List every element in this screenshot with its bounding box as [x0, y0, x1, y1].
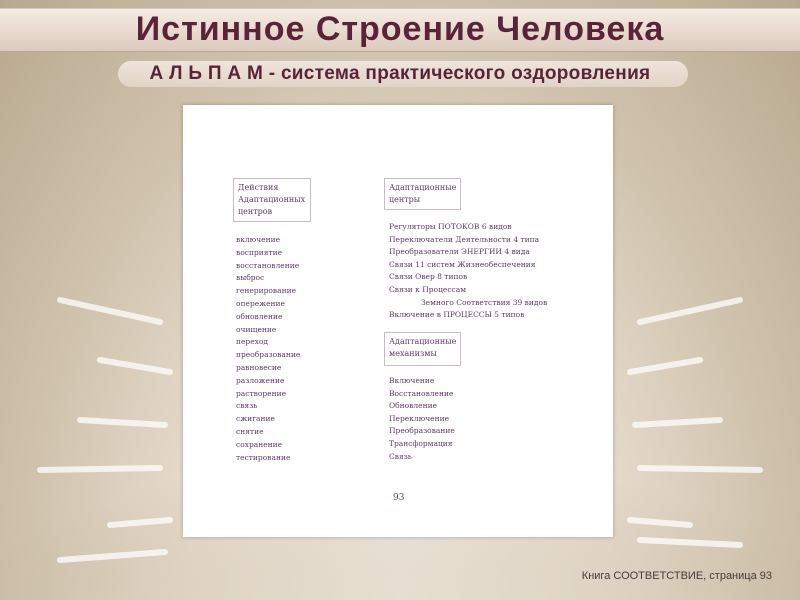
- list-item: включение: [236, 235, 281, 244]
- list-item: опережение: [236, 298, 285, 308]
- mechanisms-header-line: механизмы: [389, 349, 437, 358]
- list-item: Земного Соответствия 39 видов: [421, 297, 548, 307]
- list-item: преобразование: [236, 350, 301, 360]
- list-item: сжигание: [236, 414, 275, 424]
- mechanisms-header-box: [384, 332, 461, 366]
- list-item: генерирование: [236, 286, 297, 296]
- list-item: Преобразование: [389, 426, 455, 436]
- mechanisms-list: [389, 375, 455, 463]
- list-item: Связи к Процессам: [389, 284, 467, 294]
- list-item: растворение: [236, 388, 287, 398]
- list-item: Обновление: [389, 401, 438, 411]
- actions-list: [236, 234, 300, 464]
- slide-title: Истинное Строение Человека: [135, 10, 665, 48]
- list-item: обновление: [236, 311, 283, 321]
- list-item: выброс: [236, 273, 265, 283]
- list-item: снятие: [236, 426, 264, 436]
- list-item: связь: [236, 401, 258, 411]
- list-item: переход: [236, 337, 269, 347]
- centers-header-box: [384, 178, 461, 210]
- left-header-box: [233, 178, 311, 222]
- left-header-line: Действия: [238, 183, 279, 192]
- centers-header-line: центры: [389, 195, 421, 204]
- book-page-image: [183, 105, 613, 537]
- centers-list: [389, 221, 547, 322]
- list-item: тестирование: [236, 452, 291, 462]
- mechanisms-header-line: Адаптационные: [389, 337, 457, 346]
- list-item: Связи 11 систем Жизнеобеспечения: [389, 259, 536, 269]
- centers-header-line: Адаптационные: [389, 183, 457, 192]
- list-item: Восстановление: [389, 388, 454, 398]
- list-item: Включение в ПРОЦЕССЫ 5 типов: [389, 310, 525, 320]
- slide-subtitle: А Л Ь П А М - система практического оздоровления: [149, 63, 651, 84]
- list-item: Трансформация: [389, 438, 453, 448]
- list-item: Связь: [389, 451, 412, 461]
- list-item: равновесие: [236, 362, 282, 372]
- list-item: Связи Овер 8 типов: [389, 272, 468, 282]
- list-item: восстановление: [236, 260, 300, 270]
- list-item: Преобразователи ЭНЕРГИИ 4 вида: [389, 247, 530, 257]
- list-item: разложение: [236, 375, 285, 385]
- list-item: Регуляторы ПОТОКОВ 6 видов: [389, 222, 512, 231]
- list-item: очищение: [236, 324, 277, 334]
- list-item: сохранение: [236, 439, 283, 449]
- list-item: Переключатели Деятельности 4 типа: [389, 234, 540, 244]
- list-item: восприятие: [236, 247, 283, 257]
- page-number: 93: [393, 493, 405, 503]
- list-item: Переключение: [389, 413, 450, 423]
- list-item: Включение: [389, 376, 435, 385]
- slide-footer: Книга СООТВЕТСТВИЕ, страница 93: [581, 570, 772, 582]
- left-header-line: центров: [238, 207, 273, 216]
- left-header-line: Адаптационных: [238, 195, 306, 204]
